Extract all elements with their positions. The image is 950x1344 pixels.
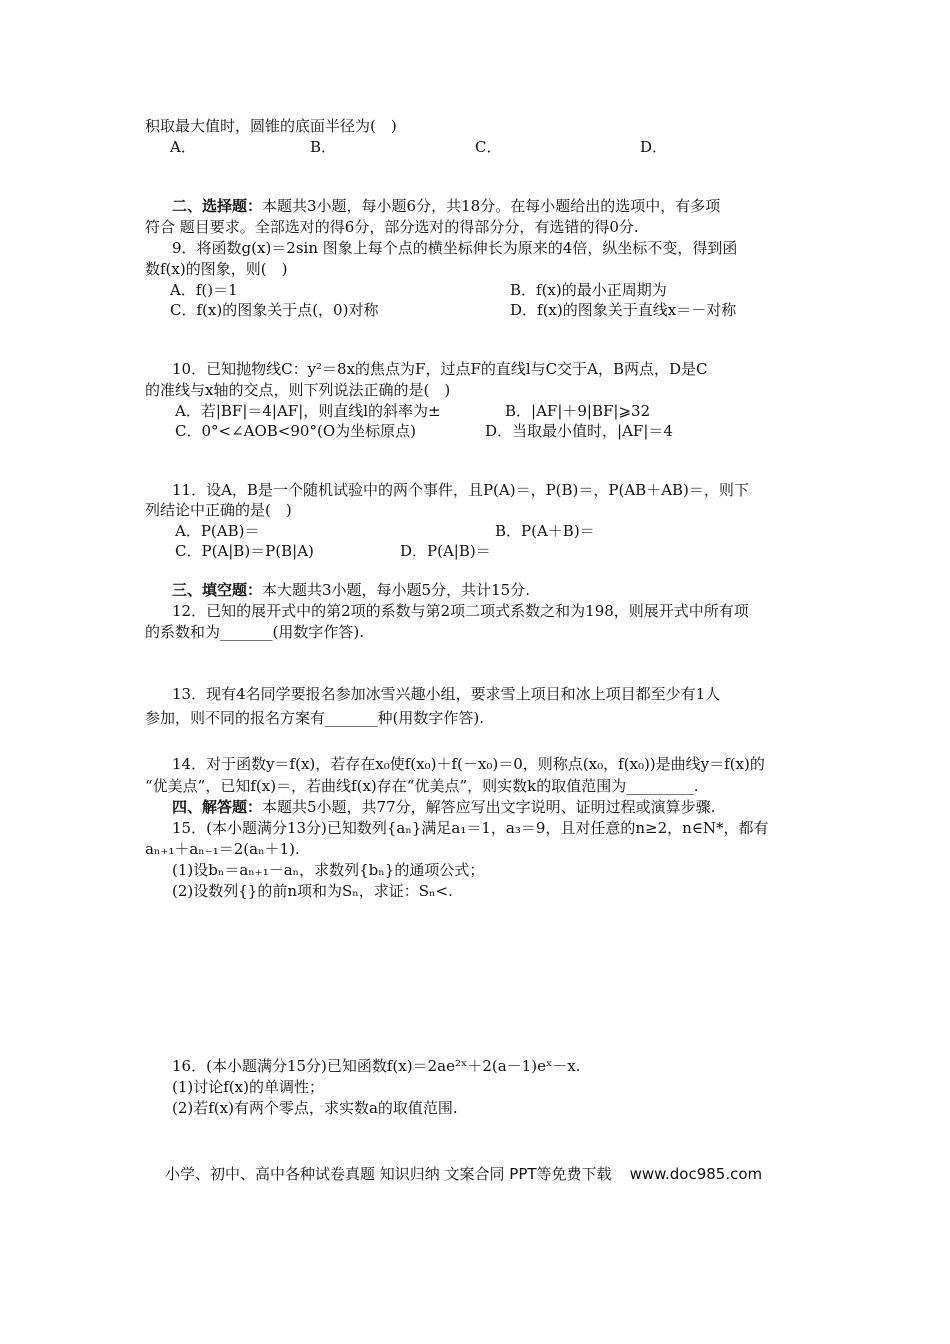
- q10-option-b: B．|AF|＋9|BF|⩾32: [505, 402, 651, 420]
- section-3-title: 三、填空题：: [172, 581, 263, 599]
- q8-option-c: C．: [475, 138, 502, 156]
- q15-part-2: (2)设数列{}的前n项和为Sₙ，求证：Sₙ<.: [172, 882, 453, 900]
- q11-stem-line2: 列结论中正确的是( ): [145, 501, 292, 519]
- section-2-title: 二、选择题：: [172, 197, 263, 215]
- q12-stem-line1: 12．已知的展开式中的第2项的系数与第2项二项式系数之和为198，则展开式中所有项: [172, 602, 749, 620]
- q9-option-c: C．f(x)的图象关于点(，0)对称: [170, 301, 379, 319]
- q10-stem-line1: 10．已知抛物线C：y²＝8x的焦点为F，过点F的直线l与C交于A，B两点，D是C: [172, 360, 708, 378]
- q9-option-d: D．f(x)的图象关于直线x＝－对称: [510, 301, 737, 319]
- q16-stem: 16．(本小题满分15分)已知函数f(x)＝2ae²ˣ＋2(a－1)eˣ－x.: [172, 1057, 581, 1075]
- q16-part-1: (1)讨论f(x)的单调性；: [172, 1078, 324, 1096]
- q8-option-a: A．: [170, 138, 196, 156]
- page-footer: [165, 1164, 762, 1184]
- q10-stem-line2: 的准线与x轴的交点，则下列说法正确的是( ): [145, 381, 451, 399]
- footer-url[interactable]: www.doc985.com: [629, 1165, 763, 1183]
- q11-option-c: C．P(A|B)＝P(B|A): [175, 542, 314, 560]
- q11-option-b: B．P(A＋B)＝: [495, 522, 595, 540]
- q8-option-d: D．: [640, 138, 668, 156]
- q9-option-b: B．f(x)的最小正周期为: [510, 281, 667, 299]
- section-2-text-line2: 符合 题目要求。全部选对的得6分，部分选对的得部分分，有选错的得0分.: [145, 218, 639, 236]
- q11-option-a: A．P(AB)＝: [175, 522, 260, 540]
- footer-text: 小学、初中、高中各种试卷真题 知识归纳 文案合同 PPT等免费下载: [165, 1165, 612, 1183]
- q9-stem-line1: 9．将函数g(x)＝2sin 图象上每个点的横坐标伸长为原来的4倍，纵坐标不变，得到函: [172, 239, 738, 257]
- q11-option-d: D．P(A|B)＝: [400, 542, 491, 560]
- q15-part-1: (1)设bₙ＝aₙ₊₁－aₙ，求数列{bₙ}的通项公式；: [172, 861, 485, 879]
- q10-option-d: D．当取最小值时，|AF|＝4: [485, 422, 673, 440]
- q15-stem-line2: aₙ₊₁＋aₙ₋₁＝2(aₙ＋1).: [145, 840, 300, 858]
- q14-stem-line2: “优美点”，已知f(x)＝，若曲线f(x)存在“优美点”，则实数k的取值范围为_________.: [145, 777, 699, 795]
- section-2-heading: [172, 196, 837, 216]
- section-4-text: 本题共5小题，共77分，解答应写出文字说明、证明过程或演算步骤.: [262, 798, 716, 816]
- section-3-text: 本大题共3小题，每小题5分，共计15分.: [262, 581, 530, 599]
- q13-stem-line1: 13．现有4名同学要报名参加冰雪兴趣小组，要求雪上项目和冰上项目都至少有1人: [172, 685, 721, 703]
- q10-option-c: C．0°<∠AOB<90°(O为坐标原点): [175, 422, 416, 440]
- q13-stem-line2: 参加，则不同的报名方案有_______种(用数字作答).: [145, 709, 484, 727]
- q15-stem-line1: 15．(本小题满分13分)已知数列{aₙ}满足a₁＝1，a₃＝9，且对任意的n≥2，n∈N*，都有: [172, 819, 769, 837]
- q16-part-2: (2)若f(x)有两个零点，求实数a的取值范围.: [172, 1099, 458, 1117]
- q14-stem-line1: 14．对于函数y＝f(x)，若存在x₀使f(x₀)＋f(－x₀)＝0，则称点(x₀，f(x₀))是曲线y＝f(x)的: [172, 755, 765, 773]
- section-3-heading: [172, 580, 837, 600]
- section-4-heading: [172, 797, 837, 817]
- q9-stem-line2: 数f(x)的图象，则( ): [145, 260, 288, 278]
- q8-continuation: 积取最大值时，圆锥的底面半径为( ): [145, 117, 397, 135]
- q10-option-a: A．若|BF|＝4|AF|，则直线l的斜率为±: [175, 402, 441, 420]
- q11-stem-line1: 11．设A，B是一个随机试验中的两个事件，且P(A)＝，P(B)＝，P(AB＋AB)＝，则下: [172, 481, 749, 499]
- q9-option-a: A．f()＝1: [170, 281, 238, 299]
- q12-stem-line2: 的系数和为_______(用数字作答).: [145, 623, 364, 641]
- section-4-title: 四、解答题：: [172, 798, 263, 816]
- q8-option-b: B．: [310, 138, 337, 156]
- section-2-text: 本题共3小题，每小题6分，共18分。在每小题给出的选项中，有多项: [262, 197, 721, 215]
